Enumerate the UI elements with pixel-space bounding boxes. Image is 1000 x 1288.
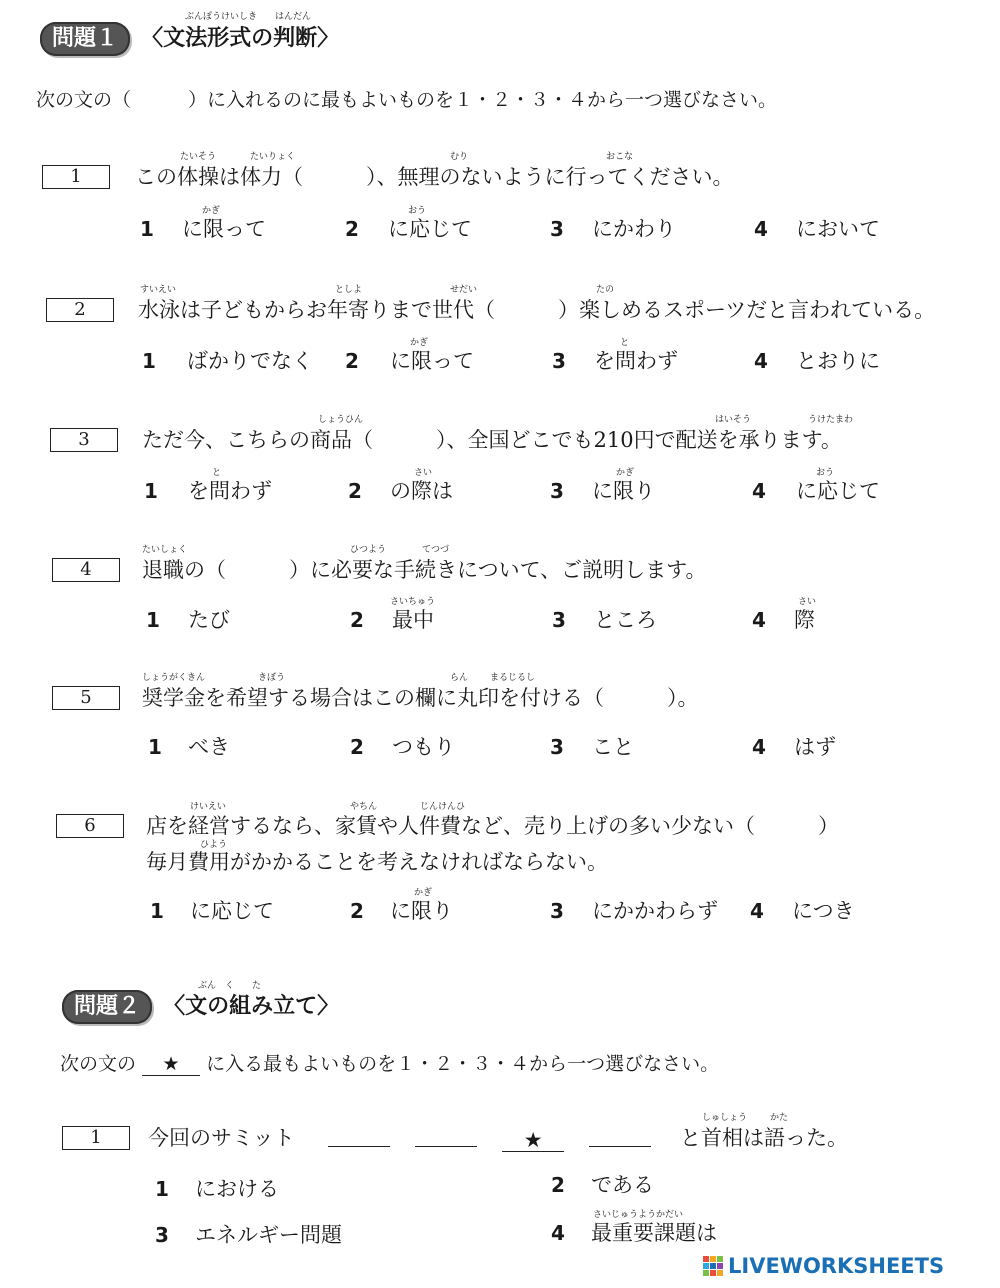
question-text: 今回のサミット (148, 1126, 295, 1150)
ruby-annotation: と (212, 468, 222, 478)
ruby-annotation: むり (450, 152, 469, 162)
question-number: 3 (50, 428, 118, 452)
option-number[interactable]: 1 (146, 608, 160, 632)
option-number[interactable]: 4 (752, 479, 766, 503)
option-number[interactable]: 1 (144, 479, 158, 503)
answer-blank[interactable] (415, 1124, 477, 1147)
question-number: 4 (52, 558, 120, 582)
ruby-annotation: うけたまわ (808, 415, 854, 425)
ruby-annotation: ひつよう (350, 545, 387, 555)
ruby-annotation: さいちゅう (390, 597, 436, 607)
option-text[interactable]: の際は (390, 479, 453, 503)
option-number[interactable]: 4 (551, 1221, 565, 1245)
option-text[interactable]: に限って (390, 349, 474, 373)
option-text[interactable]: ところ (594, 608, 657, 632)
option-text[interactable]: につき (792, 899, 855, 923)
ruby-annotation: けいえい (190, 802, 227, 812)
ruby-annotation: しょうがくきん (142, 673, 206, 683)
ruby-annotation: さいじゅうようかだい (593, 1210, 684, 1220)
question-text: 店を経営するなら、家賃や人件費など、売り上げの多い少ない（ ） (146, 814, 839, 838)
option-number[interactable]: 4 (750, 899, 764, 923)
question-text: この体操は体力（ ）、無理のないように行ってください。 (135, 165, 734, 189)
ruby-annotation: てつづ (422, 545, 450, 555)
option-number[interactable]: 4 (752, 735, 766, 759)
section1-title: 〈文法形式の判断〉 (141, 26, 340, 51)
option-number[interactable]: 4 (754, 349, 768, 373)
question-text: 水泳は子どもからお年寄りまで世代（ ）楽しめるスポーツだと言われている。 (138, 298, 936, 322)
answer-blank-star[interactable]: ★ (502, 1129, 564, 1152)
option-number[interactable]: 4 (754, 217, 768, 241)
option-number[interactable]: 3 (550, 217, 564, 241)
section1-header (40, 22, 339, 56)
section2-header (62, 990, 339, 1024)
option-number[interactable]: 3 (550, 735, 564, 759)
question-number: 1 (62, 1126, 130, 1150)
liveworksheets-icon (702, 1255, 724, 1277)
section2-instruction (60, 1052, 719, 1076)
ruby-annotation: たいしょく (142, 545, 188, 555)
question-text: 奨学金を希望する場合はこの欄に丸印を付ける（ ）。 (142, 686, 699, 710)
section2-title-ruby: ぶん く た (198, 981, 262, 991)
option-number[interactable]: 3 (550, 479, 564, 503)
question-number: 5 (52, 686, 120, 710)
option-number[interactable]: 3 (552, 608, 566, 632)
ruby-annotation: らん (450, 673, 469, 683)
option-number[interactable]: 2 (350, 899, 364, 923)
option-number[interactable]: 3 (550, 899, 564, 923)
option-number[interactable]: 1 (150, 899, 164, 923)
option-number[interactable]: 2 (350, 608, 364, 632)
option-text[interactable]: にかかわらず (592, 899, 718, 923)
option-text[interactable]: ばかりでなく (187, 349, 313, 373)
ruby-annotation: きぼう (258, 673, 286, 683)
ruby-annotation: たの (596, 285, 615, 295)
option-text[interactable]: たび (188, 608, 230, 632)
ruby-annotation: かぎ (414, 888, 433, 898)
option-text[interactable]: における (195, 1177, 279, 1201)
section2-title: 〈文の組み立て〉 (163, 994, 340, 1019)
ruby-annotation: かぎ (616, 468, 635, 478)
section1-instruction: 次の文の（ ）に入れるのに最もよいものを１・２・３・４から一つ選びなさい。 (36, 89, 778, 111)
answer-blanks (328, 1124, 651, 1152)
ruby-annotation: たいそう (180, 152, 217, 162)
option-text[interactable]: エネルギー問題 (195, 1223, 342, 1247)
ruby-annotation: かぎ (202, 206, 221, 216)
answer-blank[interactable] (328, 1124, 390, 1147)
option-text[interactable]: 最中 (392, 608, 434, 632)
option-number[interactable]: 4 (752, 608, 766, 632)
option-text[interactable]: に応じて (190, 899, 274, 923)
ruby-annotation: おう (816, 468, 835, 478)
option-text[interactable]: こと (592, 735, 634, 759)
option-text[interactable]: べき (188, 735, 230, 759)
question-text: ただ今、こちらの商品（ ）、全国どこでも210円で配送を承ります。 (142, 428, 842, 452)
section1-title-ruby: ぶんぽうけいしき はんだん (185, 12, 312, 22)
option-number[interactable]: 3 (155, 1223, 169, 1247)
option-text[interactable]: に応じて (796, 479, 880, 503)
option-text[interactable]: にかわり (592, 217, 676, 241)
option-number[interactable]: 1 (148, 735, 162, 759)
section2-badge: 問題２ (62, 990, 152, 1024)
answer-blank[interactable] (589, 1124, 651, 1147)
ruby-annotation: さい (414, 468, 433, 478)
question-text: 毎月費用がかかることを考えなければならない。 (146, 850, 608, 874)
ruby-annotation: おう (408, 206, 427, 216)
option-number[interactable]: 2 (551, 1173, 565, 1197)
liveworksheets-logo[interactable] (702, 1254, 944, 1278)
star-blank: ★ (142, 1053, 200, 1076)
option-number[interactable]: 2 (345, 217, 359, 241)
option-text[interactable]: 際 (794, 608, 815, 632)
option-text[interactable]: に応じて (388, 217, 472, 241)
options-grid (155, 1173, 915, 1247)
option-text[interactable]: に限り (390, 899, 453, 923)
option-text[interactable]: に限り (592, 479, 655, 503)
instruction-text: 次の文の (60, 1053, 137, 1075)
ruby-annotation: おこな (606, 152, 634, 162)
instruction-text: に入る最もよいものを１・２・３・４から一つ選びなさい。 (206, 1053, 720, 1075)
ruby-annotation: すいえい (140, 285, 177, 295)
option-number[interactable]: 3 (552, 349, 566, 373)
option-text[interactable]: はず (794, 735, 836, 759)
section1-badge: 問題１ (40, 22, 130, 56)
ruby-annotation: と (620, 338, 630, 348)
question-text: と首相は語った。 (680, 1126, 848, 1150)
ruby-annotation: じんけんひ (420, 802, 466, 812)
ruby-annotation: しゅしょう (702, 1113, 748, 1123)
option-text[interactable]: である (591, 1173, 654, 1197)
option-number[interactable]: 1 (155, 1177, 169, 1201)
ruby-annotation: せだい (450, 285, 478, 295)
ruby-annotation: さい (798, 597, 817, 607)
option-text[interactable]: とおりに (796, 349, 880, 373)
ruby-annotation: たいりょく (250, 152, 296, 162)
ruby-annotation: かた (770, 1113, 789, 1123)
question-number: 6 (56, 814, 124, 838)
option-text[interactable]: に限って (182, 217, 266, 241)
ruby-annotation: ひよう (200, 840, 228, 850)
ruby-annotation: かぎ (410, 338, 429, 348)
option-text[interactable]: を問わず (594, 349, 678, 373)
ruby-annotation: はいそう (715, 415, 752, 425)
liveworksheets-wordmark: LIVEWORKSHEETS (728, 1254, 945, 1278)
ruby-annotation: しょうひん (318, 415, 364, 425)
ruby-annotation: としよ (335, 285, 363, 295)
ruby-annotation: やちん (350, 802, 378, 812)
question-number: 2 (46, 298, 114, 322)
ruby-annotation: まるじるし (490, 673, 536, 683)
option-number[interactable]: 1 (142, 349, 156, 373)
option-number[interactable]: 2 (350, 735, 364, 759)
question-text: 退職の（ ）に必要な手続きについて、ご説明します。 (142, 558, 707, 582)
option-number[interactable]: 2 (345, 349, 359, 373)
option-text[interactable]: を問わず (188, 479, 272, 503)
option-text[interactable]: つもり (392, 735, 455, 759)
option-number[interactable]: 2 (348, 479, 362, 503)
question-number: 1 (42, 165, 110, 189)
option-text[interactable]: において (796, 217, 880, 241)
option-number[interactable]: 1 (140, 217, 154, 241)
option-text[interactable]: 最重要課題は (591, 1221, 717, 1245)
